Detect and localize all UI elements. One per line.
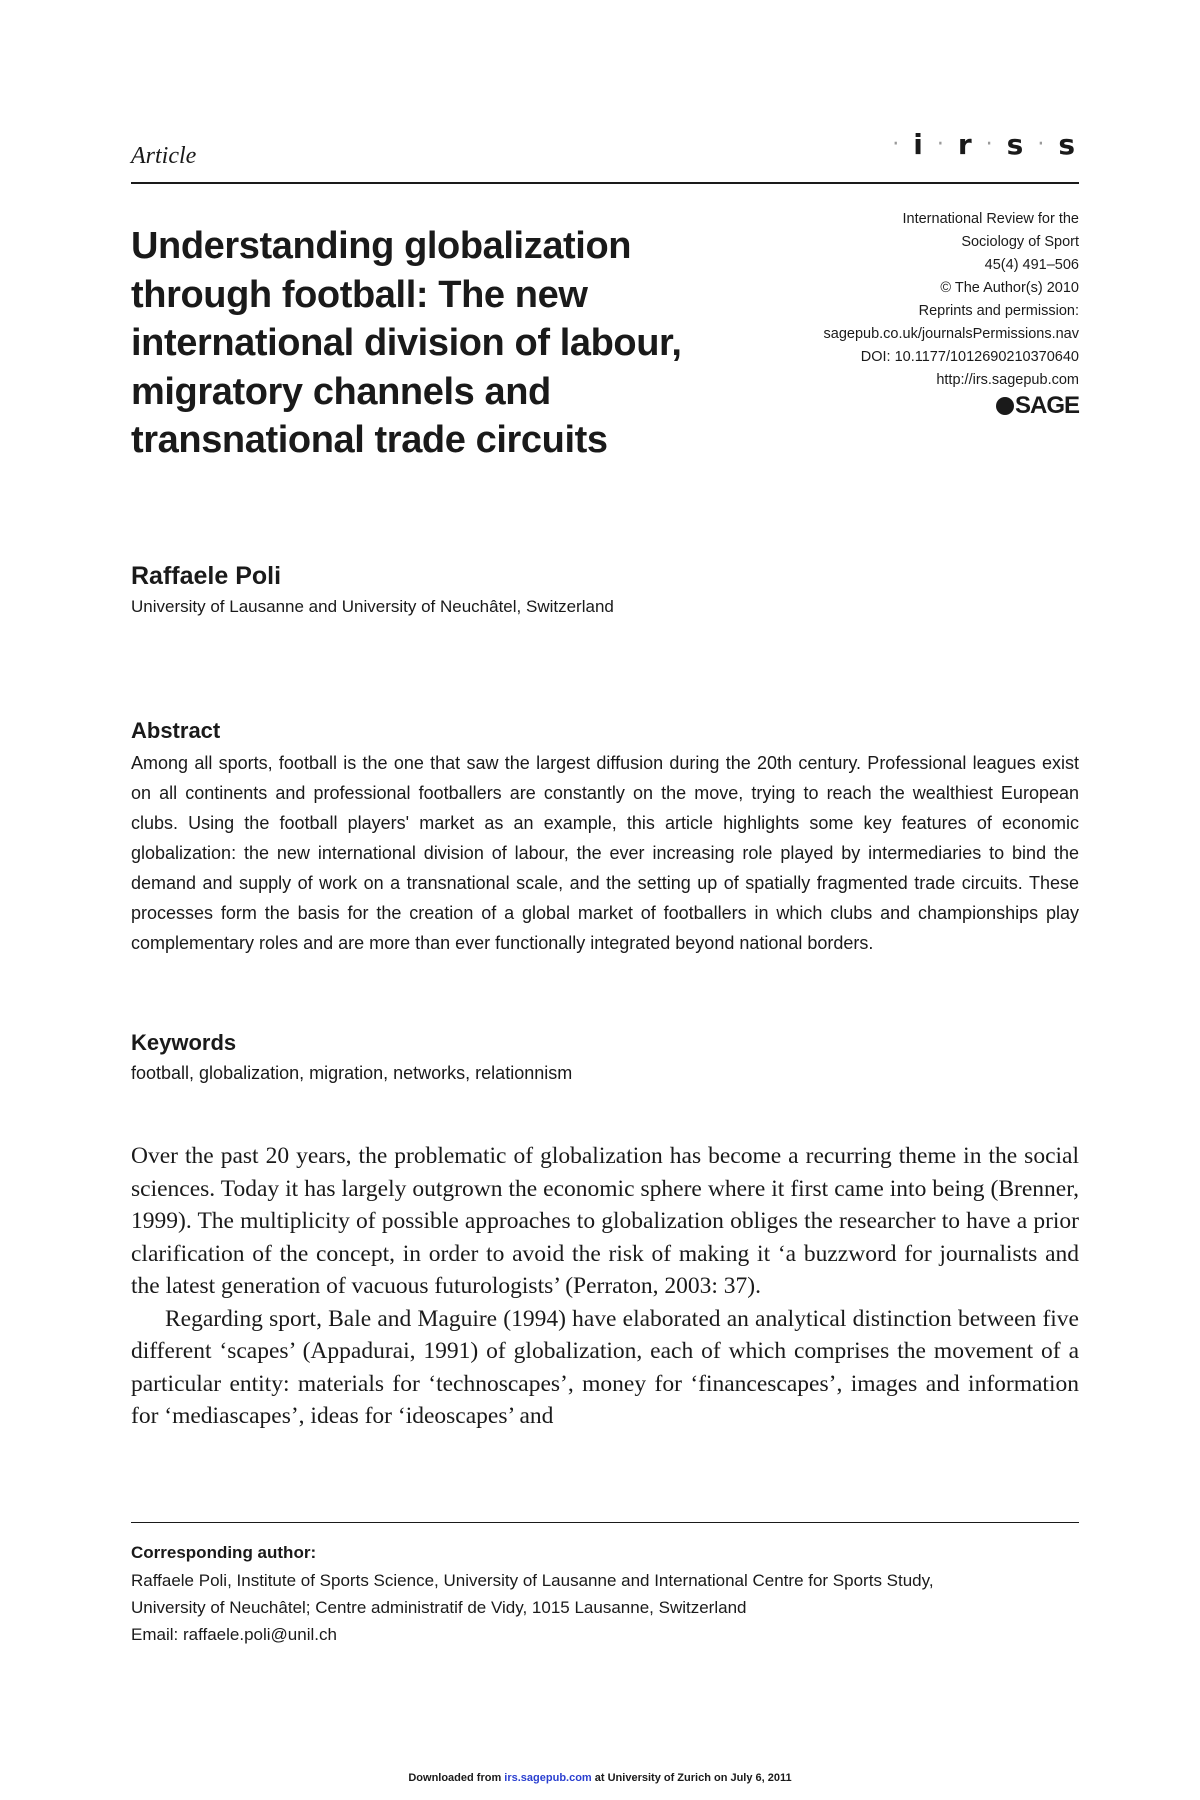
permissions-link[interactable]: sagepub.co.uk/journalsPermissions.nav	[823, 326, 1079, 342]
abstract-text: Among all sports, football is the one that saw the largest diffusion during the 20th century. Professional leagues exist on all continents and professional footballers are constantly on the move, trying to reach the wealthiest European clubs. Using the football players' market as an example, this article highlights some key features of economic globalization: the new international division of labour, the ever increasing role played by intermediaries to bind the demand and supply of work on a transnational scale, and the setting up of spatially fragmented trade circuits. These processes form the basis for the creation of a global market of footballers in which clubs and championships play complementary roles and are more than ever functionally integrated beyond national borders.	[131, 753, 1079, 953]
article-body	[131, 1140, 1079, 1433]
corresponding-line: Raffaele Poli, Institute of Sports Science, University of Lausanne and International Centre for Sports Study,	[131, 1571, 934, 1590]
logo-letter-i: i	[913, 128, 923, 161]
author-affiliation: University of Lausanne and University of Neuchâtel, Switzerland	[131, 597, 614, 616]
abstract-heading: Abstract	[131, 718, 221, 743]
author-name: Raffaele Poli	[131, 562, 282, 590]
keywords-heading: Keywords	[131, 1030, 237, 1055]
sage-circle-icon	[996, 397, 1014, 415]
journal-logo: · i · r · s · s	[892, 128, 1075, 161]
corresponding-author-heading: Corresponding author:	[131, 1543, 317, 1562]
corresponding-email[interactable]: Email: raffaele.poli@unil.ch	[131, 1625, 337, 1644]
journal-name-line1: International Review for the	[902, 211, 1079, 227]
journal-name-line2: Sociology of Sport	[961, 234, 1079, 250]
body-paragraph: Over the past 20 years, the problematic of globalization has become a recurring theme in the social sciences. Today it has largely outgrown the economic sphere where it first came into being (Brenner, 1999). The multiplicity of possible approaches to globalization obliges the researcher to have a prior clarification of the concept, in order to avoid the risk of making it ‘a buzzword for journalists and the latest generation of vacuous futurologists’ (Perraton, 2003: 37).	[131, 1143, 1079, 1299]
download-link[interactable]: irs.sagepub.com	[504, 1772, 592, 1784]
article-type-label: Article	[131, 143, 197, 169]
logo-letter-s1: s	[1006, 128, 1024, 161]
corresponding-line: University of Neuchâtel; Centre administratif de Vidy, 1015 Lausanne, Switzerland	[131, 1598, 747, 1617]
logo-letter-s2: s	[1058, 128, 1075, 161]
logo-letter-r: r	[957, 128, 972, 161]
reprints-label: Reprints and permission:	[918, 303, 1079, 319]
download-notice	[0, 1772, 1200, 1784]
header-rule	[131, 182, 1079, 184]
journal-metadata	[749, 208, 1079, 392]
body-paragraph: Regarding sport, Bale and Maguire (1994) have elaborated an analytical distinction between five different ‘scapes’ (Appadurai, 1991) of globalization, each of which comprises the movement of a particular entity: materials for ‘technoscapes’, money for ‘financescapes’, images and information for ‘mediascapes’, ideas for ‘ideoscapes’ and	[131, 1305, 1079, 1429]
corresponding-author-details	[131, 1567, 1091, 1648]
journal-site-link[interactable]: http://irs.sagepub.com	[936, 372, 1079, 388]
download-prefix: Downloaded from	[408, 1772, 502, 1784]
download-suffix: at University of Zurich on July 6, 2011	[594, 1772, 792, 1784]
sage-logo	[996, 392, 1079, 420]
article-title: Understanding globalization through football: The new international division of labour, migratory channels and transnational trade circuits	[131, 225, 682, 461]
footnote-rule	[131, 1522, 1079, 1523]
copyright: © The Author(s) 2010	[940, 280, 1079, 296]
volume-pages: 45(4) 491–506	[984, 257, 1079, 273]
sage-wordmark: SAGE	[1014, 392, 1079, 419]
doi: DOI: 10.1177/1012690210370640	[860, 349, 1079, 365]
keywords-text: football, globalization, migration, networks, relationnism	[131, 1063, 573, 1083]
